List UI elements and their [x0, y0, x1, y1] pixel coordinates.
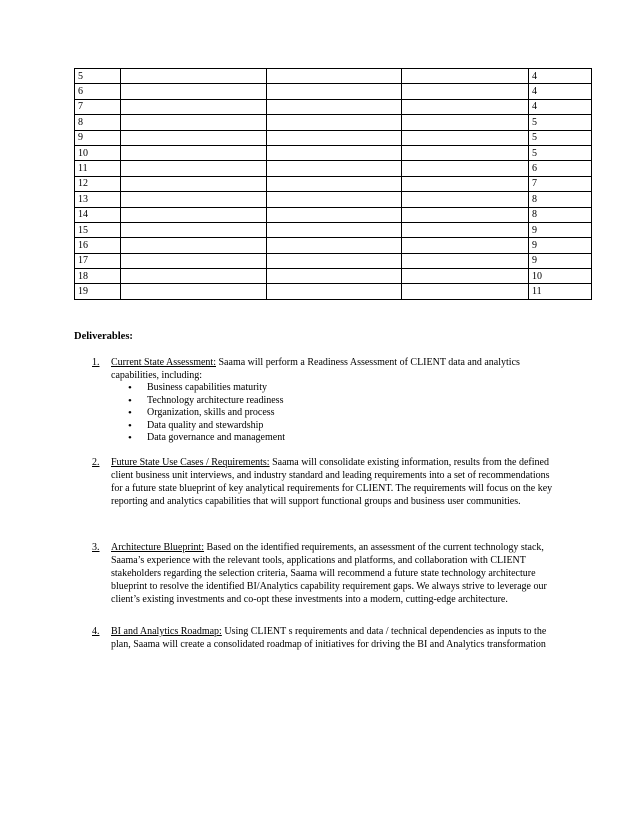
row-number-cell: 10: [75, 145, 121, 160]
table-row: [75, 222, 592, 237]
empty-cell: [267, 284, 402, 299]
empty-cell: [402, 84, 529, 99]
row-number-cell: 6: [75, 84, 121, 99]
capabilities-list: [111, 382, 562, 445]
empty-cell: [402, 99, 529, 114]
row-value-cell: 4: [529, 99, 592, 114]
row-value-cell: 5: [529, 130, 592, 145]
row-number-cell: 14: [75, 207, 121, 222]
row-value-cell: 9: [529, 253, 592, 268]
deliverable-number: 3.: [92, 542, 100, 553]
empty-cell: [121, 161, 267, 176]
row-value-cell: 4: [529, 84, 592, 99]
deliverable-text: Saama will perform a Readiness Assessment of CLIENT data and analytics capabilities, including:: [111, 357, 520, 381]
list-item: • Technology architecture readiness: [147, 395, 562, 408]
table-row: [75, 161, 592, 176]
table-row: [75, 238, 592, 253]
row-value-cell: 5: [529, 145, 592, 160]
table-row: [75, 192, 592, 207]
row-number-cell: 15: [75, 222, 121, 237]
empty-cell: [267, 253, 402, 268]
row-number-cell: 12: [75, 176, 121, 191]
empty-cell: [121, 145, 267, 160]
empty-cell: [402, 161, 529, 176]
row-value-cell: 8: [529, 207, 592, 222]
deliverable-number: 1.: [92, 357, 100, 368]
deliverable-heading: Architecture Blueprint:: [111, 542, 205, 553]
table-row: [75, 207, 592, 222]
deliverable-1: [92, 356, 562, 445]
list-item: • Data quality and stewardship: [147, 420, 562, 433]
table-row: [75, 99, 592, 114]
deliverable-3: [92, 541, 562, 606]
row-value-cell: 4: [529, 69, 592, 84]
deliverable-4: [92, 625, 562, 651]
empty-cell: [267, 115, 402, 130]
row-value-cell: 8: [529, 192, 592, 207]
deliverable-heading: Future State Use Cases / Requirements:: [111, 457, 270, 468]
empty-cell: [402, 269, 529, 284]
row-number-cell: 7: [75, 99, 121, 114]
empty-cell: [402, 222, 529, 237]
table-row: [75, 130, 592, 145]
empty-cell: [267, 269, 402, 284]
row-value-cell: 6: [529, 161, 592, 176]
empty-cell: [267, 99, 402, 114]
empty-cell: [267, 84, 402, 99]
empty-cell: [267, 192, 402, 207]
table-row: [75, 253, 592, 268]
deliverable-number: 2.: [92, 457, 100, 468]
data-table-body: [75, 69, 592, 300]
deliverable-text: Using CLIENT s requirements and data / technical dependencies as inputs to the plan, Saama will create a consolidated roadmap of initiatives for driving the BI and Analytics transformation: [111, 626, 547, 650]
table-row: [75, 84, 592, 99]
table-row: [75, 269, 592, 284]
table-row: [75, 69, 592, 84]
empty-cell: [402, 284, 529, 299]
table-row: [75, 176, 592, 191]
table-row: [75, 284, 592, 299]
empty-cell: [402, 145, 529, 160]
row-number-cell: 8: [75, 115, 121, 130]
empty-cell: [267, 176, 402, 191]
empty-cell: [402, 192, 529, 207]
row-number-cell: 16: [75, 238, 121, 253]
empty-cell: [121, 130, 267, 145]
empty-cell: [121, 176, 267, 191]
empty-cell: [267, 161, 402, 176]
deliverable-heading: Current State Assessment:: [111, 357, 216, 368]
empty-cell: [267, 238, 402, 253]
deliverable-2: [92, 456, 562, 508]
empty-cell: [402, 207, 529, 222]
empty-cell: [121, 253, 267, 268]
empty-cell: [402, 238, 529, 253]
deliverables-heading: Deliverables:: [74, 331, 133, 342]
empty-cell: [121, 269, 267, 284]
row-number-cell: 18: [75, 269, 121, 284]
deliverable-text: Based on the identified requirements, an assessment of the current technology stack, Saama’s experience with the relevant tools, applications and platforms, and collaboration with CLIENT stakeholders regarding the selection criteria, Saama will recommend a future state technology architecture blueprint to resolve the identified BI/Analytics capability requirement gaps. We always strive to leverage our client’s existing investments and co-opt these investments into a modern, cutting-edge architecture.: [111, 542, 547, 605]
empty-cell: [121, 115, 267, 130]
row-value-cell: 5: [529, 115, 592, 130]
empty-cell: [121, 84, 267, 99]
empty-cell: [121, 69, 267, 84]
empty-cell: [402, 130, 529, 145]
empty-cell: [402, 176, 529, 191]
deliverable-number: 4.: [92, 626, 100, 637]
empty-cell: [267, 207, 402, 222]
empty-cell: [402, 69, 529, 84]
row-number-cell: 9: [75, 130, 121, 145]
table-row: [75, 115, 592, 130]
row-number-cell: 13: [75, 192, 121, 207]
empty-cell: [267, 69, 402, 84]
empty-cell: [267, 222, 402, 237]
empty-cell: [121, 207, 267, 222]
list-item: • Data governance and management: [147, 432, 562, 445]
empty-cell: [402, 115, 529, 130]
empty-cell: [121, 222, 267, 237]
row-value-cell: 10: [529, 269, 592, 284]
row-number-cell: 19: [75, 284, 121, 299]
empty-cell: [121, 99, 267, 114]
row-value-cell: 9: [529, 238, 592, 253]
list-item: • Organization, skills and process: [147, 407, 562, 420]
data-table: [74, 68, 592, 300]
empty-cell: [121, 192, 267, 207]
empty-cell: [267, 130, 402, 145]
table-row: [75, 145, 592, 160]
row-value-cell: 7: [529, 176, 592, 191]
row-value-cell: 9: [529, 222, 592, 237]
empty-cell: [402, 253, 529, 268]
list-item: • Business capabilities maturity: [147, 382, 562, 395]
deliverable-heading: BI and Analytics Roadmap:: [111, 626, 222, 637]
empty-cell: [267, 145, 402, 160]
empty-cell: [121, 238, 267, 253]
row-number-cell: 11: [75, 161, 121, 176]
row-number-cell: 5: [75, 69, 121, 84]
empty-cell: [121, 284, 267, 299]
deliverable-text: Saama will consolidate existing information, results from the defined client business unit interviews, and industry standard and leading requirements into a set of recommendations for a future state blueprint of key analytical requirements for CLIENT. The requirements will focus on the key reporting and analytics capabilities that will support functional groups and business user communities.: [111, 457, 553, 507]
row-value-cell: 11: [529, 284, 592, 299]
row-number-cell: 17: [75, 253, 121, 268]
